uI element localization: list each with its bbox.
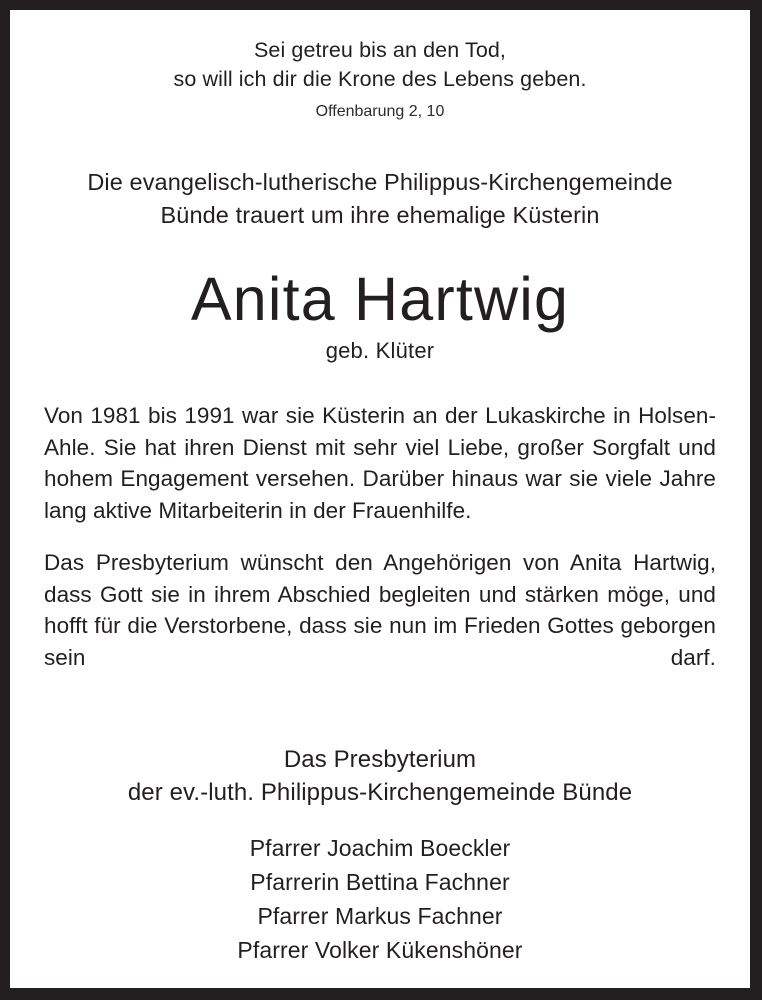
clergy-name-3: Pfarrer Markus Fachner — [257, 902, 503, 929]
body-paragraph-1: Von 1981 bis 1991 war sie Küsterin an der Lukaskirche in Holsen-Ahle. Sie hat ihren Dienst mit sehr viel Liebe, großer Sorgfalt und hohem Engagement versehen. Darüber hinaus war sie viele Jahre lang aktive Mitarbeiterin in der Frauenhilfe. — [44, 403, 716, 523]
verse-line-1: Sei getreu bis an den Tod, — [253, 38, 507, 62]
lead-line-1: Die evangelisch-lutherische Philippus-Kirchengemeinde — [87, 169, 673, 195]
deceased-name-block — [32, 266, 728, 366]
verse-reference: Offenbarung 2, 10 — [315, 103, 445, 120]
signature-block — [32, 743, 728, 809]
clergy-name-1: Pfarrer Joachim Boeckler — [249, 834, 511, 861]
signature-line-2: der ev.-luth. Philippus-Kirchengemeinde Bünde — [127, 778, 633, 806]
signature-line-1: Das Presbyterium — [283, 745, 477, 773]
body-paragraph-2: Das Presbyterium wünscht den Angehörigen von Anita Hartwig, dass Gott sie in ihrem Abschied begleiten und stärken möge, und hofft für die Verstorbene, dass sie nun im Frieden Gottes geborgen sein darf. — [44, 550, 716, 670]
clergy-name-4: Pfarrer Volker Kükenshöner — [237, 936, 523, 963]
clergy-name-2: Pfarrerin Bettina Fachner — [250, 868, 510, 895]
lead-line-2: Bünde trauert um ihre ehemalige Küsterin — [160, 202, 600, 228]
scripture-verse — [32, 10, 728, 123]
clergy-list — [32, 831, 728, 967]
deceased-name: Anita Hartwig — [190, 265, 570, 333]
deceased-maiden-name: geb. Klüter — [325, 338, 435, 363]
notice-content — [10, 10, 750, 988]
obituary-body — [32, 400, 728, 705]
congregation-lead-in — [32, 166, 728, 232]
verse-line-2: so will ich dir die Krone des Lebens geben. — [173, 67, 587, 91]
